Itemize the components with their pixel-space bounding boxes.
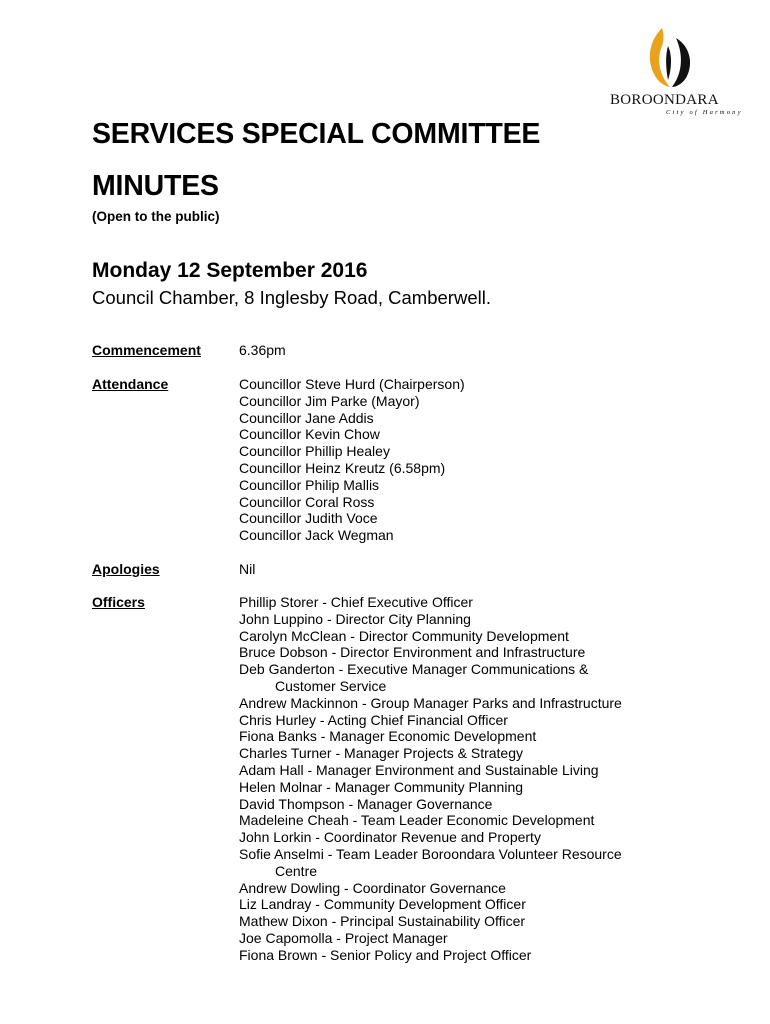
officer-item	[239, 846, 622, 880]
attendee-item: Councillor Coral Ross	[239, 493, 375, 510]
officer-item	[239, 644, 622, 661]
officer-item	[239, 594, 622, 611]
officer-item	[239, 661, 622, 695]
logo-wordmark: BOROONDARA	[610, 92, 719, 108]
officer-item	[239, 611, 622, 628]
officer-text: Andrew Dowling - Coordinator Governance	[239, 879, 506, 896]
officer-item	[239, 913, 622, 930]
attendance-label: Attendance	[92, 376, 169, 392]
officer-item	[239, 762, 622, 779]
attendee-item: Councillor Phillip Healey	[239, 443, 390, 460]
officer-text-continued: Customer Service	[275, 677, 387, 694]
officer-text: Mathew Dixon - Principal Sustainability Officer	[239, 913, 526, 930]
flame-emblem-icon	[642, 24, 698, 90]
officer-item	[239, 880, 622, 897]
officer-text: Adam Hall - Manager Environment and Sustainable Living	[239, 761, 599, 778]
officers-list	[239, 594, 622, 964]
officer-item	[239, 947, 622, 964]
attendee-item: Councillor Jack Wegman	[239, 527, 394, 544]
officer-text: Carolyn McClean - Director Community Development	[239, 627, 569, 644]
logo-tagline: City of Harmony	[666, 109, 743, 116]
apologies-value: Nil	[239, 561, 256, 577]
officer-text: Bruce Dobson - Director Environment and Infrastructure	[239, 644, 586, 661]
officer-text: Deb Ganderton - Executive Manager Communications &	[239, 661, 589, 678]
attendee-item: Councillor Kevin Chow	[239, 426, 380, 443]
boroondara-logo	[606, 24, 743, 119]
attendance-list	[239, 376, 465, 544]
officer-text-continued: Centre	[275, 862, 318, 879]
title-line-2: MINUTES	[92, 170, 219, 202]
officer-item	[239, 896, 622, 913]
public-note: (Open to the public)	[92, 209, 220, 224]
officer-text: Joe Capomolla - Project Manager	[239, 929, 448, 946]
officer-item	[239, 779, 622, 796]
officer-item	[239, 628, 622, 645]
attendee-item: Councillor Steve Hurd (Chairperson)	[239, 376, 465, 392]
officer-item	[239, 745, 622, 762]
officer-text: John Luppino - Director City Planning	[239, 610, 471, 627]
officer-item	[239, 728, 622, 745]
meeting-venue: Council Chamber, 8 Inglesby Road, Camberwell.	[92, 287, 491, 308]
officer-item	[239, 829, 622, 846]
meeting-date: Monday 12 September 2016	[92, 259, 368, 282]
officer-text: Liz Landray - Community Development Officer	[239, 896, 526, 913]
attendee-item: Councillor Heinz Kreutz (6.58pm)	[239, 459, 446, 476]
document-title	[92, 108, 540, 212]
officer-item	[239, 930, 622, 947]
officer-text: Charles Turner - Manager Projects & Strategy	[239, 745, 524, 762]
officer-text: Andrew Mackinnon - Group Manager Parks and Infrastructure	[239, 694, 622, 711]
attendee-item: Councillor Jane Addis	[239, 409, 374, 426]
officer-item	[239, 796, 622, 813]
officer-item	[239, 695, 622, 712]
officer-text: Helen Molnar - Manager Community Planning	[239, 778, 524, 795]
officer-text: David Thompson - Manager Governance	[239, 795, 493, 812]
attendee-item: Councillor Judith Voce	[239, 510, 378, 527]
officer-item	[239, 812, 622, 829]
commencement-time: 6.36pm	[239, 342, 286, 358]
commencement-label: Commencement	[92, 342, 201, 358]
officer-text: Fiona Brown - Senior Policy and Project Officer	[239, 946, 532, 963]
officer-text: Chris Hurley - Acting Chief Financial Officer	[239, 711, 508, 728]
attendee-item: Councillor Philip Mallis	[239, 476, 380, 493]
officer-text: Phillip Storer - Chief Executive Officer	[239, 594, 473, 610]
officer-text: Madeleine Cheah - Team Leader Economic Development	[239, 812, 595, 829]
officer-text: John Lorkin - Coordinator Revenue and Property	[239, 829, 541, 846]
officer-text: Sofie Anselmi - Team Leader Boroondara Volunteer Resource	[239, 845, 622, 862]
apologies-label: Apologies	[92, 561, 160, 577]
attendee-item: Councillor Jim Parke (Mayor)	[239, 392, 420, 409]
officer-text: Fiona Banks - Manager Economic Development	[239, 728, 537, 745]
officers-label: Officers	[92, 594, 145, 610]
title-line-1: SERVICES SPECIAL COMMITTEE	[92, 118, 541, 150]
officer-item	[239, 712, 622, 729]
